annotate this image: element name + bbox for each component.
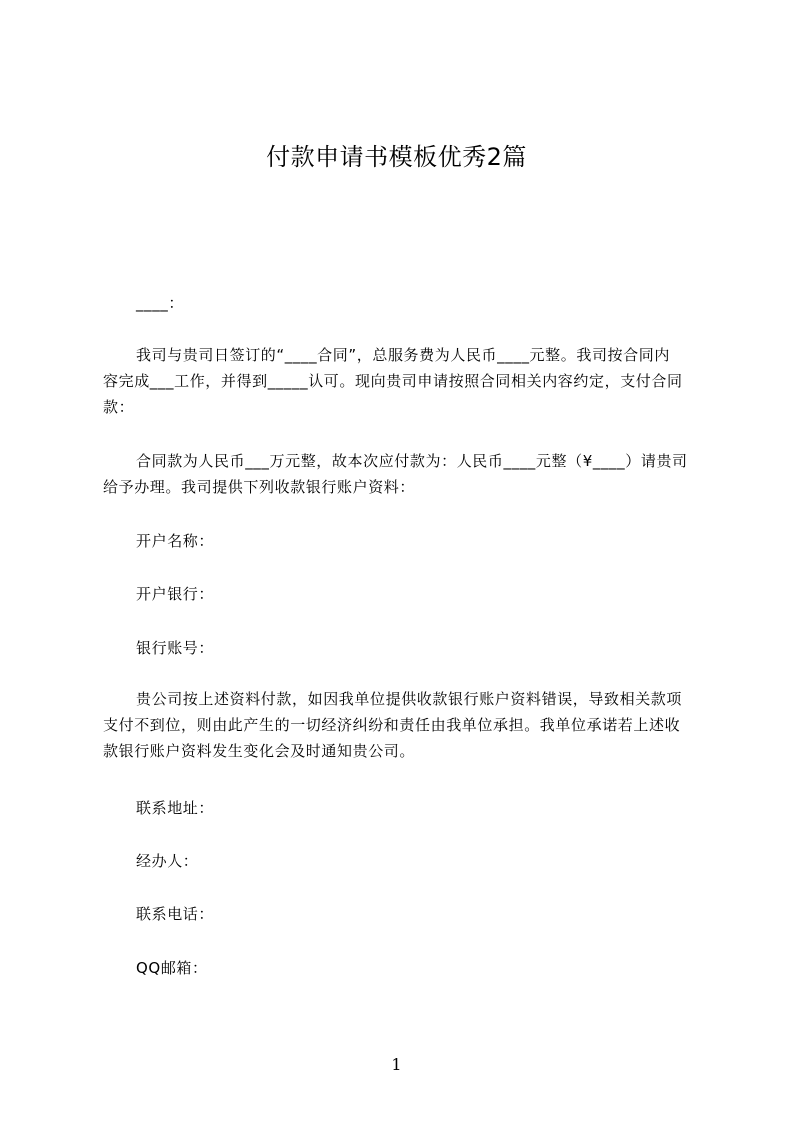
salutation bbox=[103, 290, 699, 316]
handler-field: 经办人： bbox=[136, 852, 199, 870]
paragraph-line: 合同款为人民币___万元整，故本次应付款为：人民币____元整（¥____）请贵司 bbox=[136, 452, 688, 470]
paragraph-line: 支付不到位，则由此产生的一切经济纠纷和责任由我单位承担。我单位承诺若上述收 bbox=[103, 716, 681, 734]
address-field: 联系地址： bbox=[136, 799, 215, 817]
account-number-field: 银行账号： bbox=[136, 639, 215, 657]
phone-field: 联系电话： bbox=[136, 905, 215, 923]
paragraph-line: 给予办理。我司提供下列收款银行账户资料： bbox=[103, 478, 416, 496]
account-name-field: 开户名称： bbox=[136, 532, 215, 550]
paragraph-contract bbox=[103, 342, 699, 420]
qq-email-field: QQ邮箱： bbox=[136, 959, 208, 977]
paragraph-payment bbox=[103, 448, 699, 500]
salutation-line: ____： bbox=[136, 294, 185, 312]
bank-field: 开户银行： bbox=[136, 585, 215, 603]
paragraph-line: 容完成___工作，并得到_____认可。现向贵司申请按照合同相关内容约定，支付合同 bbox=[103, 372, 683, 390]
paragraph-line: 我司与贵司日签订的“____合同”，总服务费为人民币____元整。我司按合同内 bbox=[136, 346, 670, 364]
page-number: 1 bbox=[391, 1055, 402, 1074]
document-title: 付款申请书模板优秀2篇 bbox=[266, 143, 527, 171]
paragraph-line: 贵公司按上述资料付款，如因我单位提供收款银行账户资料错误，导致相关款项 bbox=[136, 690, 683, 708]
paragraph-liability bbox=[103, 686, 699, 764]
paragraph-line: 款银行账户资料发生变化会及时通知贵公司。 bbox=[103, 742, 416, 760]
paragraph-line: 款： bbox=[103, 398, 135, 416]
